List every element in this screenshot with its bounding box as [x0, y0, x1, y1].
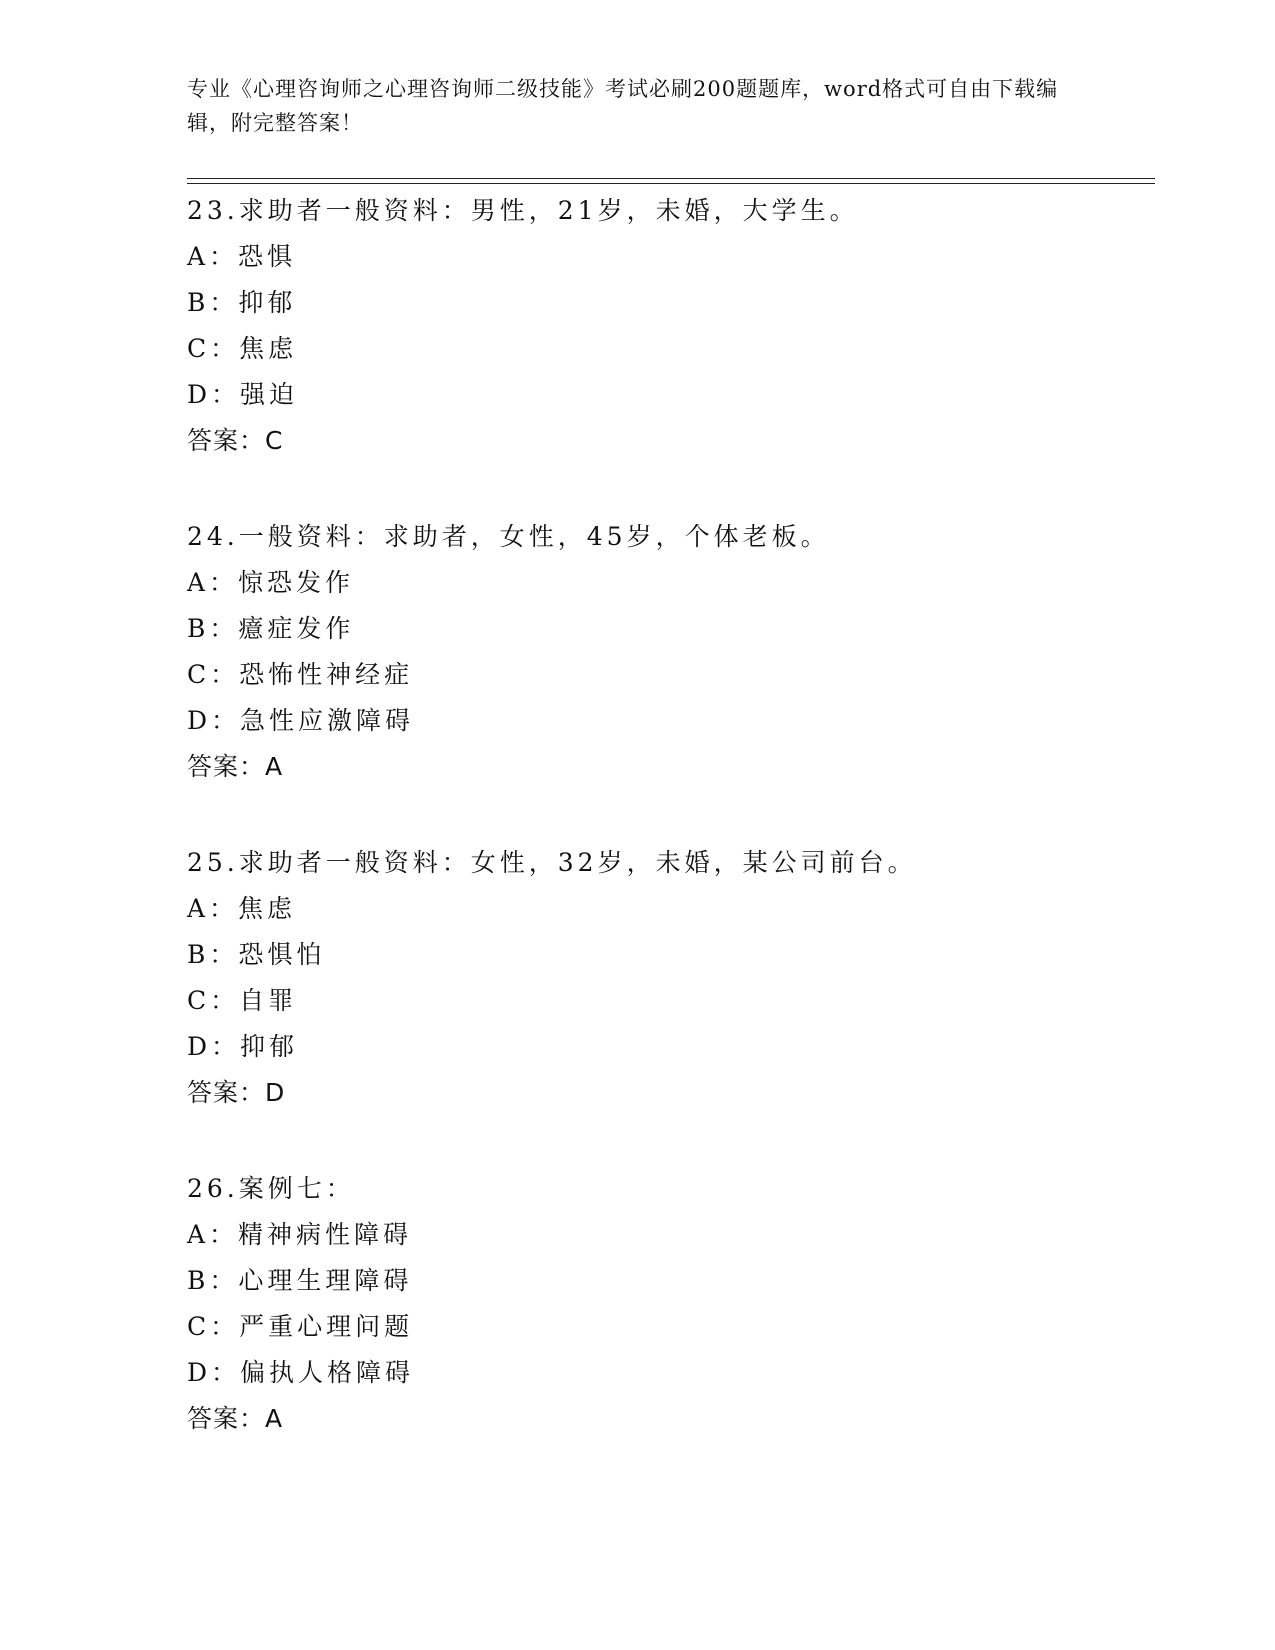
document-intro [187, 72, 1067, 140]
intro-text: 专业《心理咨询师之心理咨询师二级技能》考试必刷200题题库，word格式可自由下载编辑，附完整答案！ [187, 77, 1059, 135]
answer-line: 答案：A [187, 752, 284, 781]
question-stem: 24.一般资料：求助者，女性，45岁，个体老板。 [187, 522, 830, 551]
option-d: D：偏执人格障碍 [187, 1358, 415, 1387]
question-stem: 26.案例七： [187, 1174, 355, 1203]
option-c: C：严重心理问题 [187, 1312, 414, 1341]
option-b: B：抑郁 [187, 288, 297, 317]
option-a: A：精神病性障碍 [187, 1220, 413, 1249]
option-a: A：恐惧 [187, 242, 297, 271]
question-23 [187, 188, 1155, 464]
question-list [187, 188, 1155, 1492]
option-b: B：癔症发作 [187, 614, 355, 643]
option-b: B：心理生理障碍 [187, 1266, 413, 1295]
option-b: B：恐惧怕 [187, 940, 326, 969]
option-a: A：惊恐发作 [187, 568, 355, 597]
header-divider-bottom [187, 183, 1155, 184]
option-a: A：焦虑 [187, 894, 297, 923]
question-24 [187, 514, 1155, 790]
option-d: D：急性应激障碍 [187, 706, 415, 735]
option-c: C：恐怖性神经症 [187, 660, 414, 689]
answer-line: 答案：A [187, 1404, 284, 1433]
answer-line: 答案：C [187, 426, 284, 455]
question-stem: 23.求助者一般资料：男性，21岁，未婚，大学生。 [187, 196, 859, 225]
option-d: D：抑郁 [187, 1032, 299, 1061]
question-26 [187, 1166, 1155, 1442]
option-d: D：强迫 [187, 380, 299, 409]
question-stem: 25.求助者一般资料：女性，32岁，未婚，某公司前台。 [187, 848, 917, 877]
option-c: C：焦虑 [187, 334, 298, 363]
question-25 [187, 840, 1155, 1116]
option-c: C：自罪 [187, 986, 298, 1015]
header-divider-top [187, 178, 1155, 179]
answer-line: 答案：D [187, 1078, 286, 1107]
